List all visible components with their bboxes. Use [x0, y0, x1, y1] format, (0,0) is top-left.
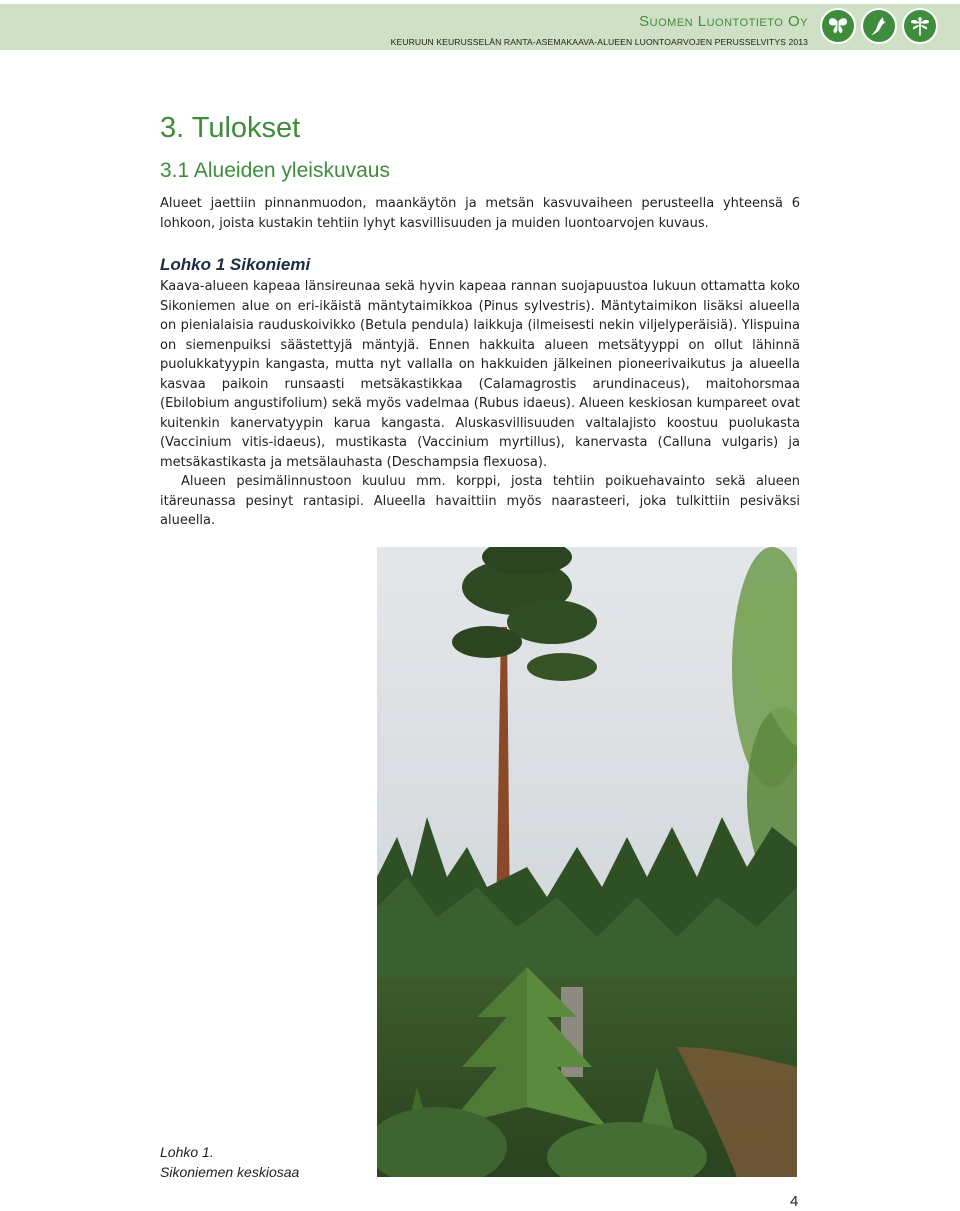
lohko-paragraph: Kaava-alueen kapeaa länsireunaa sekä hyvin kapeaa rannan suojapuustoa lukuun ottamatta koko Sikoniemen alue on eri-ikäistä mäntytaimikkoa (Pinus sylvestris). Mäntytaimikon lisäksi alueella on pienialaisia rauduskoivikko (Betula pendula) laikkuja (ilmeisesti nekin viljelyperäisiä). Ylispuina on siemenpuiksi säästettyjä mäntyjä. Ennen hakkuita alueen metsätyyppi on ollut lähinnä puolukkatyypin kangasta, mutta nyt vallalla on hakkuiden jälkeinen pioneerivaikutus ja alueella kasvaa paikoin runsaasti metsäkastikkaa (Calamagrostis arundinaceus), maitohorsmaa (Ebilobium angustifolium) sekä myös vadelmaa (Rubus idaeus). Alueen keskiosan kumpareet ovat kuitenkin kanervatyypin karua kangasta. Aluskasvillisuuden valtalajisto koostuu puolukasta (Vaccinium vitis-idaeus), mustikasta (Vaccinium myrtillus), kanervasta (Calluna vulgaris) ja metsäkastikasta ja metsälauhasta (Deschampsia flexuosa).	[160, 279, 800, 470]
lohko-bird-paragraph: Alueen pesimälinnustoon kuuluu mm. korppi, josta tehtiin poikuehavainto sekä alueen itäreunassa pesinyt rantasipi. Alueella havaittiin myös naarasteeri, joka tulkittiin pesiväksi alueella.	[160, 474, 800, 528]
dragonfly-icon	[902, 8, 938, 44]
brand-name: Suomen Luontotieto Oy	[639, 13, 808, 30]
caption-text: Sikoniemen keskiosaa	[160, 1164, 300, 1180]
intro-paragraph: Alueet jaettiin pinnanmuodon, maankäytön ja metsän kasvuvaiheen perusteella yhteensä 6 lohkoon, joista kustakin tehtiin lyhyt kasvillisuuden ja muiden luontoarvojen kuvaus.	[160, 196, 800, 231]
page-number: 4	[790, 1193, 799, 1210]
subsection-title: 3.1 Alueiden yleiskuvaus	[160, 159, 390, 182]
main-content	[160, 108, 800, 531]
section-title: 3. Tulokset	[160, 112, 301, 144]
bird-icon	[861, 8, 897, 44]
header-bar	[0, 4, 960, 50]
lohko-heading: Lohko 1 Sikoniemi	[160, 255, 311, 274]
logo-group	[820, 8, 938, 46]
figure-caption	[160, 1142, 299, 1182]
butterfly-icon	[820, 8, 856, 44]
report-subtitle: KEURUUN KEURUSSELÄN RANTA-ASEMAKAAVA-ALUEEN LUONTOARVOJEN PERUSSELVITYS 2013	[390, 37, 808, 47]
caption-title: Lohko 1.	[160, 1144, 214, 1160]
forest-photo	[377, 547, 797, 1177]
